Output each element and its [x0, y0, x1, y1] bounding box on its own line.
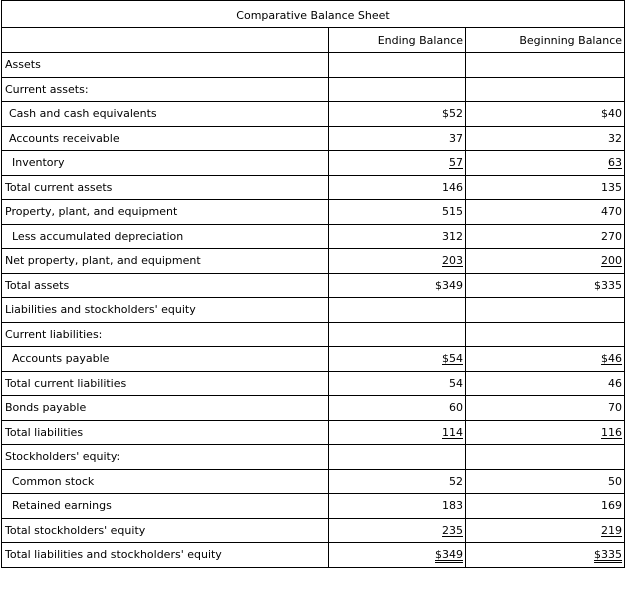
table-row [2, 224, 625, 249]
beginning-balance-cell [466, 298, 625, 323]
beginning-balance-value: 46 [608, 376, 623, 390]
beginning-balance-value: $46 [601, 352, 623, 366]
table-row [2, 347, 625, 372]
row-label: Total liabilities and stockholders' equity [2, 543, 329, 568]
ending-balance-cell [329, 445, 466, 470]
beginning-balance-value: $40 [601, 107, 623, 121]
ending-balance-value: 54 [449, 376, 463, 390]
ending-balance-value: $54 [442, 352, 463, 366]
table-row [2, 151, 625, 176]
ending-balance-cell [329, 322, 466, 347]
balance-sheet [1, 0, 625, 568]
beginning-balance-value: 50 [608, 474, 623, 488]
ending-balance-value: 235 [442, 523, 463, 537]
row-label: Total current liabilities [2, 371, 329, 396]
table-row [2, 469, 625, 494]
table-row [2, 200, 625, 225]
ending-balance-cell [329, 77, 466, 102]
table-row [2, 371, 625, 396]
beginning-balance-header: Beginning Balance [466, 28, 625, 53]
beginning-balance-cell [466, 371, 625, 396]
beginning-balance-value: 116 [601, 425, 623, 439]
row-label: Total current assets [2, 175, 329, 200]
ending-balance-cell [329, 347, 466, 372]
header-blank-cell [2, 28, 329, 53]
row-label: Total liabilities [2, 420, 329, 445]
beginning-balance-cell [466, 77, 625, 102]
beginning-balance-cell [466, 543, 625, 568]
ending-balance-cell [329, 273, 466, 298]
table-row [2, 543, 625, 568]
row-label: Accounts receivable [2, 126, 329, 151]
ending-balance-value: 114 [442, 425, 463, 439]
row-label: Retained earnings [2, 494, 329, 519]
beginning-balance-cell [466, 420, 625, 445]
ending-balance-value: 52 [449, 474, 463, 488]
table-row [2, 518, 625, 543]
beginning-balance-cell [466, 445, 625, 470]
table-row [2, 445, 625, 470]
beginning-balance-value: 200 [601, 254, 623, 268]
row-label: Liabilities and stockholders' equity [2, 298, 329, 323]
table-row [2, 420, 625, 445]
beginning-balance-value: 63 [608, 156, 623, 170]
ending-balance-value: $349 [435, 278, 463, 292]
beginning-balance-value: 470 [601, 205, 623, 219]
row-label: Less accumulated depreciation [2, 224, 329, 249]
beginning-balance-cell [466, 175, 625, 200]
ending-balance-value: 57 [449, 156, 463, 170]
ending-balance-cell [329, 249, 466, 274]
ending-balance-cell [329, 494, 466, 519]
ending-balance-cell [329, 396, 466, 421]
table-row [2, 102, 625, 127]
table-row [2, 273, 625, 298]
row-label: Cash and cash equivalents [2, 102, 329, 127]
beginning-balance-cell [466, 347, 625, 372]
beginning-balance-cell [466, 249, 625, 274]
beginning-balance-cell [466, 126, 625, 151]
sheet-title: Comparative Balance Sheet [2, 1, 625, 28]
ending-balance-cell [329, 298, 466, 323]
ending-balance-cell [329, 543, 466, 568]
beginning-balance-cell [466, 396, 625, 421]
ending-balance-value: 183 [442, 499, 463, 513]
row-label: Stockholders' equity: [2, 445, 329, 470]
beginning-balance-cell [466, 102, 625, 127]
table-row [2, 396, 625, 421]
row-label: Bonds payable [2, 396, 329, 421]
ending-balance-cell [329, 102, 466, 127]
ending-balance-cell [329, 469, 466, 494]
ending-balance-value: 515 [442, 205, 463, 219]
row-label: Common stock [2, 469, 329, 494]
table-row [2, 494, 625, 519]
beginning-balance-value: 135 [601, 180, 623, 194]
beginning-balance-cell [466, 200, 625, 225]
ending-balance-cell [329, 224, 466, 249]
table-row [2, 298, 625, 323]
ending-balance-value: 37 [449, 131, 463, 145]
beginning-balance-cell [466, 518, 625, 543]
row-label: Total stockholders' equity [2, 518, 329, 543]
beginning-balance-cell [466, 494, 625, 519]
ending-balance-cell [329, 518, 466, 543]
table-row [2, 322, 625, 347]
beginning-balance-cell [466, 469, 625, 494]
row-label: Current liabilities: [2, 322, 329, 347]
beginning-balance-cell [466, 322, 625, 347]
ending-balance-cell [329, 53, 466, 78]
beginning-balance-cell [466, 53, 625, 78]
row-label: Assets [2, 53, 329, 78]
row-label: Total assets [2, 273, 329, 298]
table-row [2, 77, 625, 102]
ending-balance-cell [329, 371, 466, 396]
ending-balance-cell [329, 200, 466, 225]
beginning-balance-value: 32 [608, 131, 623, 145]
ending-balance-cell [329, 175, 466, 200]
ending-balance-cell [329, 420, 466, 445]
row-label: Current assets: [2, 77, 329, 102]
ending-balance-value: 203 [442, 254, 463, 268]
balance-sheet-table [1, 0, 625, 568]
ending-balance-header: Ending Balance [329, 28, 466, 53]
beginning-balance-value: $335 [594, 548, 623, 562]
ending-balance-value: $349 [435, 548, 463, 562]
ending-balance-value: 60 [449, 401, 463, 415]
title-row [2, 1, 625, 28]
ending-balance-value: $52 [442, 107, 463, 121]
ending-balance-value: 312 [442, 229, 463, 243]
row-label: Inventory [2, 151, 329, 176]
beginning-balance-value: 219 [601, 523, 623, 537]
row-label: Accounts payable [2, 347, 329, 372]
beginning-balance-value: 270 [601, 229, 623, 243]
row-label: Property, plant, and equipment [2, 200, 329, 225]
beginning-balance-cell [466, 151, 625, 176]
table-row [2, 126, 625, 151]
row-label: Net property, plant, and equipment [2, 249, 329, 274]
table-row [2, 53, 625, 78]
header-row [2, 28, 625, 53]
beginning-balance-cell [466, 273, 625, 298]
ending-balance-cell [329, 151, 466, 176]
ending-balance-value: 146 [442, 180, 463, 194]
beginning-balance-cell [466, 224, 625, 249]
ending-balance-cell [329, 126, 466, 151]
beginning-balance-value: 70 [608, 401, 623, 415]
beginning-balance-value: $335 [594, 278, 623, 292]
table-row [2, 249, 625, 274]
table-row [2, 175, 625, 200]
balance-sheet-body [2, 1, 625, 568]
beginning-balance-value: 169 [601, 499, 623, 513]
